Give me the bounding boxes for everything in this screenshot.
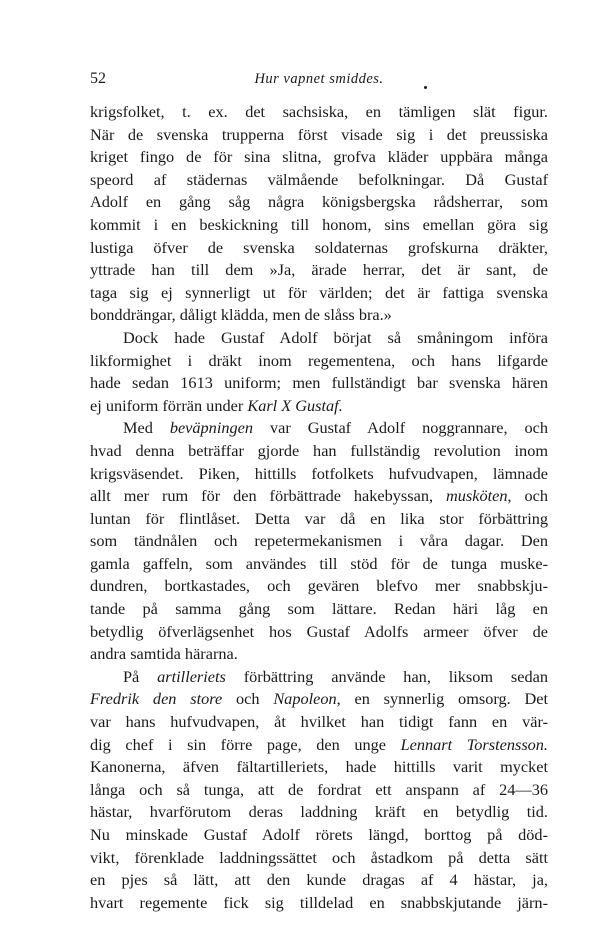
text-line [90,417,548,440]
text-segment: Med [123,418,170,438]
text-line [90,372,548,395]
text-segment: Dock hade Gustaf Adolf börjat så småningom införa [123,327,548,347]
text-line [90,327,548,350]
text-line [90,553,548,576]
italic-text-segment: Napoleon [273,689,337,709]
text-line [90,779,548,802]
text-line [90,643,548,666]
page-header [90,70,548,94]
text-segment: en pjes så lätt, att den kunde dragas af 4 hästar, ja, [90,870,548,890]
text-segment: andra samtida härarna. [90,644,238,664]
text-line [90,282,548,305]
text-segment: Nu minskade Gustaf Adolf rörets längd, borttog på död- [90,825,548,844]
italic-text-segment: musköten [445,486,508,506]
text-segment: lustiga öfver de svenska soldaternas grofskurna dräkter, [90,237,548,257]
italic-text-segment: Fredrik den store [90,689,223,709]
text-segment: hade sedan 1613 uniform; men fullständigt bar svenska hären [90,373,548,393]
text-line [90,259,548,282]
text-segment: betydlig öfverlägsenhet hos Gustaf Adolfs armeer öfver de [90,621,548,641]
text-segment: dig chef i sin förre page, den unge [90,734,401,754]
text-line [90,688,548,711]
body-text [90,101,548,914]
text-line [90,214,548,237]
text-segment: Kanonerna, äfven fältartilleriets, hade hittills varit mycket [90,757,548,777]
text-line [90,124,548,147]
text-line [90,824,548,847]
text-line [90,756,548,779]
text-segment: Adolf en gång såg några königsbergska rådsherrar, som [90,192,548,212]
text-segment: och [222,689,274,709]
text-segment: , och [507,486,549,506]
running-title: Hur vapnet smiddes. [254,71,384,87]
text-segment: hvart regemente fick sig tilldelad en snabbskjutande järn- [90,892,548,912]
text-segment: speord af städernas välmående befolkningar. Då Gustaf [90,169,548,189]
text-segment: När de svenska trupperna först visade sig i det preussiska [90,124,548,144]
text-segment: var hans hufvudvapen, åt hvilket han tidigt fann en vär- [90,712,548,732]
text-segment: kriget fingo de för sina slitna, grofva kläder uppbära många [90,147,548,167]
italic-text-segment: beväpningen [169,418,253,438]
text-line [90,146,548,169]
text-line [90,847,548,870]
text-segment: vikt, förenklade laddningssättet och åstadkom på detta sätt [90,847,548,867]
text-segment: bonddrängar, dåligt klädda, men de slåss bra.» [90,305,392,325]
text-segment: luntan för flintlåset. Detta var då en lika stor förbättring [90,508,548,528]
text-segment: kommit i en beskickning till honom, sins emellan göra sig [90,214,548,234]
ink-speck [424,86,427,89]
text-segment: hästar, hvarförutom deras laddning kräft en betydlig tid. [90,802,548,822]
text-line [90,304,548,327]
text-segment: tande på samma gång som lättare. Redan häri låg en [90,599,548,619]
text-segment: dundren, bortkastades, och gevären blefvo mer snabbskju- [90,576,548,596]
text-line [90,869,548,892]
page-number: 52 [90,70,106,87]
text-line [90,350,548,373]
text-line [90,191,548,214]
text-segment: , en synnerlig omsorg. Det [336,689,548,709]
text-segment: som tändnålen och repetermekanismen i våra dagar. Den [90,531,548,551]
text-line [90,666,548,689]
text-segment: yttrade han till dem »Ja, ärade herrar, det är sant, de [90,260,548,280]
italic-text-segment: Karl X Gustaf. [247,395,343,415]
text-line [90,598,548,621]
text-line [90,892,548,915]
text-line [90,801,548,824]
text-line [90,711,548,734]
text-line [90,440,548,463]
text-line [90,575,548,598]
text-segment: hvad denna beträffar gjorde han fullständig revolution inom [90,440,548,460]
text-segment: var Gustaf Adolf noggrannare, och [253,418,549,438]
text-segment: ej uniform förrän under [90,395,248,415]
text-segment: likformighet i dräkt inom regementena, och hans lifgarde [90,350,548,370]
text-line [90,621,548,644]
text-line [90,395,548,418]
text-segment: På [123,666,158,686]
text-segment: taga sig ej synnerligt ut för världen; det är fattiga svenska [90,282,548,302]
text-segment: långa och så tunga, att de fordrat ett anspann af 24—36 [90,779,548,799]
italic-text-segment: Lennart Torstensson. [400,734,549,754]
text-segment: allt mer rum för den förbättrade hakebyssan, [90,486,446,506]
italic-text-segment: artilleriets [157,666,226,686]
text-line [90,508,548,531]
text-line [90,734,548,757]
text-line [90,101,548,124]
text-line [90,463,548,486]
text-line [90,485,548,508]
text-segment: krigsväsendet. Piken, hittills fotfolkets hufvudvapen, lämnade [90,463,548,483]
text-line [90,169,548,192]
text-line [90,237,548,260]
text-segment: gamla gaffeln, som användes till stöd för de tunga muske- [90,553,548,573]
text-segment: krigsfolket, t. ex. det sachsiska, en tämligen slät figur. [90,102,548,121]
text-segment: förbättring använde han, liksom sedan [225,666,548,686]
text-line [90,530,548,553]
